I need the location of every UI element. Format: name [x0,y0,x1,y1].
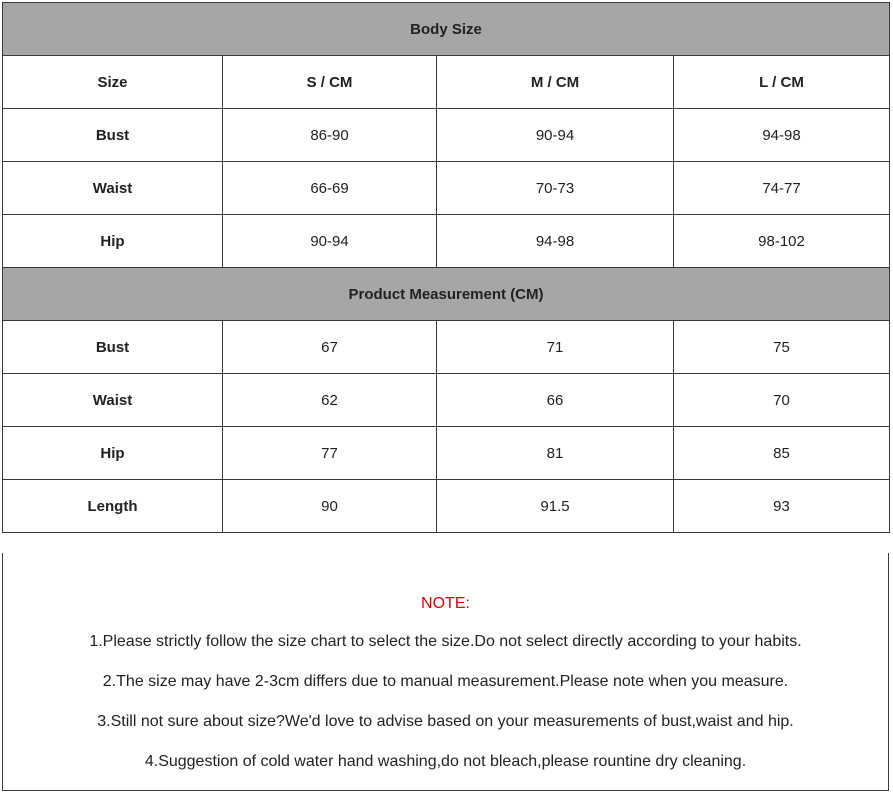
row-label: Hip [3,427,223,480]
body-size-title: Body Size [3,3,890,56]
table-cell: 94-98 [437,215,674,268]
table-row [3,427,890,480]
table-cell: 74-77 [674,162,890,215]
column-header-size: Size [3,56,223,109]
table-cell: 94-98 [674,109,890,162]
row-label: Bust [3,109,223,162]
row-label: Waist [3,374,223,427]
table-row [3,374,890,427]
table-cell: 66 [437,374,674,427]
column-header-row [3,56,890,109]
table-cell: 70-73 [437,162,674,215]
table-cell: 75 [674,321,890,374]
table-cell: 93 [674,480,890,533]
table-cell: 62 [223,374,437,427]
table-cell: 66-69 [223,162,437,215]
row-label: Length [3,480,223,533]
column-header-l: L / CM [674,56,890,109]
table-cell: 71 [437,321,674,374]
row-label: Bust [3,321,223,374]
table-cell: 85 [674,427,890,480]
product-measurement-header-row [3,268,890,321]
table-row [3,215,890,268]
table-row [3,321,890,374]
column-header-m: M / CM [437,56,674,109]
row-label: Waist [3,162,223,215]
table-cell: 90 [223,480,437,533]
table-row [3,162,890,215]
table-cell: 77 [223,427,437,480]
note-title: NOTE: [421,595,470,612]
note-line: 3.Still not sure about size?We'd love to advise based on your measurements of bust,waist and hip. [97,713,794,730]
table-cell: 98-102 [674,215,890,268]
table-cell: 90-94 [223,215,437,268]
table-cell: 81 [437,427,674,480]
table-row [3,109,890,162]
table-cell: 91.5 [437,480,674,533]
table-cell: 70 [674,374,890,427]
product-measurement-title: Product Measurement (CM) [3,268,890,321]
column-header-s: S / CM [223,56,437,109]
note-line: 2.The size may have 2-3cm differs due to manual measurement.Please note when you measure. [102,673,789,690]
table-cell: 86-90 [223,109,437,162]
note-line: 1.Please strictly follow the size chart to select the size.Do not select directly according to your habits. [89,633,802,650]
row-label: Hip [3,215,223,268]
table-cell: 90-94 [437,109,674,162]
table-cell: 67 [223,321,437,374]
table-row [3,480,890,533]
size-chart-table [2,2,890,533]
note-line: 4.Suggestion of cold water hand washing,do not bleach,please rountine dry cleaning. [144,753,747,770]
notes-section [2,553,889,791]
body-size-header-row [3,3,890,56]
